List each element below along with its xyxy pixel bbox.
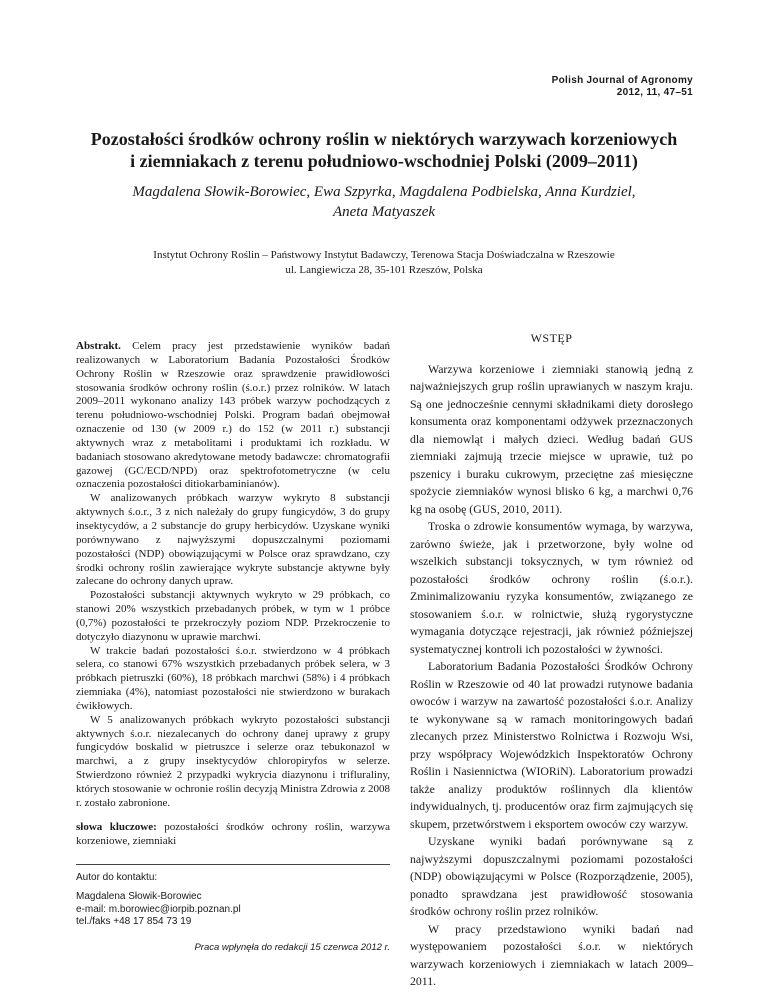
intro-heading: WSTĘP: [530, 331, 573, 345]
affiliation-line-1: Instytut Ochrony Roślin – Państwowy Instytut Badawczy, Terenowa Stacja Doświadczalna w Rzeszowie: [153, 249, 615, 261]
intro-paragraph-4: Uzyskane wyniki badań porównywane są z najwyższymi dopuszczalnymi poziomami pozostałości (NDP) obowiązującymi w Polsce (Rozporządzenie, 2005), ponadto sprawdzana jest prawidłowość stosowania środków ochrony roślin przez rolników.: [410, 834, 693, 918]
journal-name: Polish Journal of Agronomy: [551, 75, 693, 86]
contact-phone: tel./faks +48 17 854 73 19: [76, 916, 192, 928]
abstract-paragraph-4: W trakcie badań pozostałości ś.o.r. stwierdzono w 4 próbkach selera, co stanowi 67% wszystkich przebadanych próbek selera, w 3 próbkach pietruszki (60%), 18 próbkach marchwi (58%) i 4 próbkach ziemniaka (4%), natomiast pozostałości nie stwierdzono w burakach ćwikłowych.: [76, 644, 390, 712]
left-column: [76, 340, 390, 955]
contact-email: e-mail: m.borowiec@iorpib.poznan.pl: [76, 903, 241, 915]
intro-paragraph-3: Laboratorium Badania Pozostałości Środków Ochrony Roślin w Rzeszowie od 40 lat prowadzi rutynowe badania owoców i warzyw na zawartość pozostałości ś.o.r. Analizy te wykonywane są w ramach monitoringowych badań zlecanych przez Ministerstwo Rolnictwa i Rozwoju Wsi, przy współpracy Wojewódzkich Inspektoratów Ochrony Roślin i Nasiennictwa (WIORiN). Laboratorium prowadzi także analizy produktów roślinnych dla klientów indywidualnych, tj. producentów oraz firm zajmujących się skupem, przetwórstwem i eksportem owoców czy warzyw.: [410, 659, 693, 831]
title-line-1: Pozostałości środków ochrony roślin w niektórych warzywach korzeniowych: [90, 129, 678, 149]
keywords-label: słowa kluczowe:: [76, 820, 157, 833]
abstract-paragraph-3: Pozostałości substancji aktywnych wykryto w 29 próbkach, co stanowi 20% wszystkich przebadanych próbek, w tym w 1 próbce (0,7%) pozostałości te przekroczyły poziom NDP. Przekroczenie to dotyczyło diazynonu w uprawie marchwi.: [76, 589, 390, 643]
affiliation-line-2: ul. Langiewicza 28, 35-101 Rzeszów, Polska: [285, 264, 483, 276]
article-title: [60, 128, 708, 172]
abstract-text-1: Celem pracy jest przedstawienie wyników badań realizowanych w Laboratorium Badania Pozostałości Środków Ochrony Roślin w Rzeszowie oraz sprawdzenie prawidłowości stosowania środków ochrony roślin (ś.o.r.) przez rolników. W latach 2009–2011 wykonano analizy 143 próbek warzyw pochodzących z terenu południowo-wschodniej Polski. Program badań obejmował oznaczenie od 130 (w 2009 r.) do 152 (w 2011 r.) substancji aktywnych wraz z metabolitami i produktami ich rozkładu. W badaniach stosowano akredytowane metody badawcze: chromatografii gazowej (GC/ECD/NPD) oraz spektrofotometryczne (w celu oznaczenia pozostałości ditiokarbaminianów).: [76, 340, 391, 491]
intro-paragraph-5: W pracy przedstawiono wyniki badań nad występowaniem pozostałości ś.o.r. w niektórych warzywach korzeniowych i ziemniakach w latach 2009–2011.: [410, 921, 693, 988]
keywords-text: pozostałości środków ochrony roślin, warzywa korzeniowe, ziemniaki: [76, 820, 391, 847]
abstract-paragraph-1: [76, 340, 390, 492]
received-date: Praca wpłynęła do redakcji 15 czerwca 2012 r.: [194, 941, 390, 953]
affiliation: [60, 248, 708, 278]
divider: [76, 864, 390, 865]
abstract-label: Abstrakt.: [76, 340, 121, 352]
abstract-paragraph-5: W 5 analizowanych próbkach wykryto pozostałości substancji aktywnych ś.o.r. niezalecanych do ochrony danej uprawy z grupy fungicydów boskalid w pietruszce i selerze oraz tebukonazol w marchwi, a z grupy insektycydów chloropiryfos w selerze. Stwierdzono również 2 przypadki wykrycia diazynonu i trifluraliny, których stosowanie w ochronie roślin decyzją Ministra Zdrowia z 2008 r. zostało zabronione.: [76, 713, 390, 809]
contact-label: Autor do kontaktu:: [76, 872, 158, 884]
keywords: [76, 821, 390, 849]
intro-paragraph-1: Warzywa korzeniowe i ziemniaki stanowią jedną z najważniejszych grup roślin uprawianych w naszym kraju. Są one jednocześnie cennymi składnikami diety dorosłego konsumenta oraz komponentami odżywek przeznaczonych dla niemowląt i małych dzieci. Według badań GUS ziemniaki zajmują trzecie miejsce w uprawie, tuż po pszenicy i buraku cukrowym, przeciętne zaś miesięczne spożycie ziemniaków wynosi blisko 6 kg, a marchwi 0,76 kg na osobę (GUS, 2010, 2011).: [410, 361, 693, 516]
journal-citation: 2012, 11, 47–51: [616, 87, 693, 98]
contact-name: Magdalena Słowik-Borowiec: [76, 890, 202, 902]
right-column: [410, 330, 693, 991]
abstract-paragraph-2: W analizowanych próbkach warzyw wykryto 8 substancji aktywnych ś.o.r., 3 z nich należały do grupy fungicydów, 3 do grupy insektycydów, a 2 substancje do grupy herbicydów. Uzyskane wyniki porównywano z najwyższymi dopuszczalnymi poziomami pozostałości (NDP) obowiązującymi w Polsce oraz sprawdzano, czy środki ochrony roślin zawierające wykryte substancje aktywne były zalecane do ochrony danych upraw.: [76, 492, 390, 588]
intro-paragraph-2: Troska o zdrowie konsumentów wymaga, by warzywa, zarówno świeże, jak i przetworzone, były wolne od wszelkich substancji toksycznych, w tym również od pozostałości środków ochrony roślin (ś.o.r.). Zminimalizowaniu ryzyka konsumentów, związanego ze stosowaniem ś.o.r. w rolnictwie, służą rygorystyczne wymagania dotyczące rejestracji, jak również późniejszej systematycznej kontroli ich pozostałości w żywności.: [410, 519, 693, 656]
authors-line-2: Aneta Matyaszek: [332, 204, 436, 220]
authors-line-1: Magdalena Słowik-Borowiec, Ewa Szpyrka, Magdalena Podbielska, Anna Kurdziel,: [132, 184, 636, 200]
title-line-2: i ziemniakach z terenu południowo-wschodniej Polski (2009–2011): [130, 151, 638, 171]
authors: [60, 182, 708, 222]
journal-header: [552, 75, 693, 99]
contact-block: [76, 872, 390, 928]
